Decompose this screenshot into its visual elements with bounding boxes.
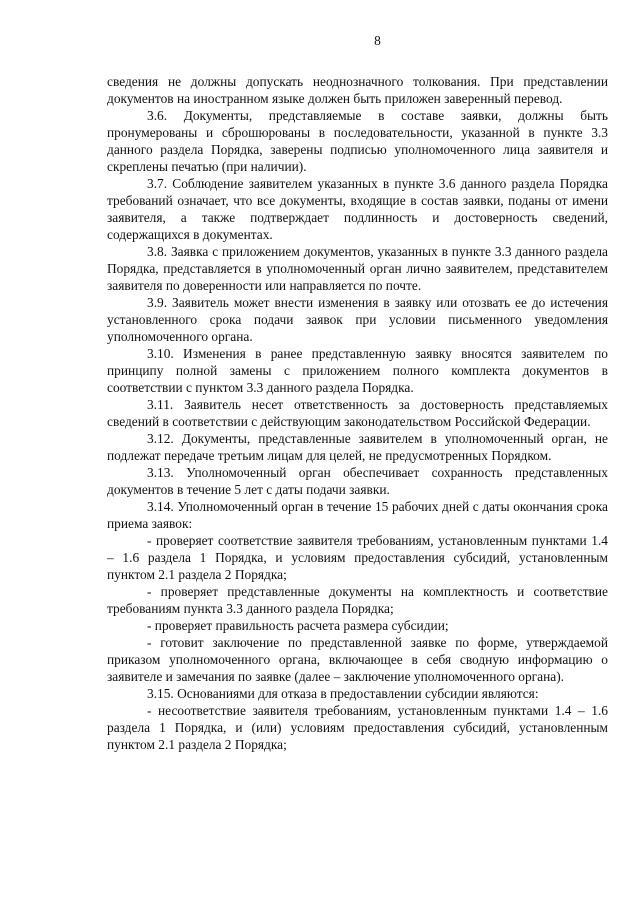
paragraph-3-12: 3.12. Документы, представленные заявителем в уполномоченный орган, не подлежат передаче третьим лицам для целей, не предусмотренных Порядком.: [107, 431, 608, 463]
paragraph-3-9: 3.9. Заявитель может внести изменения в заявку или отозвать ее до истечения установленного срока подачи заявок при условии письменного уведомления уполномоченного органа.: [107, 295, 608, 344]
list-item: - проверяет представленные документы на комплектность и соответствие требованиям пункта 3.3 данного раздела Порядка;: [107, 584, 608, 616]
paragraph-3-14: 3.14. Уполномоченный орган в течение 15 рабочих дней с даты окончания срока приема заявок:: [107, 499, 608, 531]
document-body: [107, 73, 608, 753]
paragraph-3-6: 3.6. Документы, представляемые в составе заявки, должны быть пронумерованы и сброшюрованы в последовательности, указанной в пункте 3.3 данного раздела Порядка, заверены подписью уполномоченного лица заявителя и скреплены печатью (при наличии).: [107, 108, 608, 174]
page-number: 8: [374, 33, 381, 48]
paragraph-3-13: 3.13. Уполномоченный орган обеспечивает сохранность представленных документов в течение 5 лет с даты подачи заявки.: [107, 465, 608, 497]
list-item: - несоответствие заявителя требованиям, установленным пунктами 1.4 – 1.6 раздела 1 Порядка, и (или) условиям предоставления субсидий, установленным пунктом 2.1 раздела 2 Порядка;: [107, 703, 608, 752]
paragraph-3-15: 3.15. Основаниями для отказа в предоставлении субсидии являются:: [147, 686, 539, 701]
paragraph-3-11: 3.11. Заявитель несет ответственность за достоверность представляемых сведений в соответствии с действующим законодательством Российской Федерации.: [107, 397, 608, 429]
list-item: - проверяет соответствие заявителя требованиям, установленным пунктами 1.4 – 1.6 раздела 1 Порядка, и условиям предоставления субсидий, установленным пунктом 2.1 раздела 2 Порядка;: [107, 533, 608, 582]
list-item: - проверяет правильность расчета размера субсидии;: [147, 618, 449, 633]
paragraph-3-10: 3.10. Изменения в ранее представленную заявку вносятся заявителем по принципу полной замены с приложением полного комплекта документов в соответствии с пунктом 3.3 данного раздела Порядка.: [107, 346, 608, 395]
paragraph-3-7: 3.7. Соблюдение заявителем указанных в пункте 3.6 данного раздела Порядка требований означает, что все документы, входящие в состав заявки, поданы от имени заявителя, а также подтверждает подлинность и достоверность сведений, содержащихся в документах.: [107, 176, 608, 242]
paragraph-continuation: сведения не должны допускать неоднозначного толкования. При представлении документов на иностранном языке должен быть приложен заверенный перевод.: [107, 74, 608, 106]
list-item: - готовит заключение по представленной заявке по форме, утверждаемой приказом уполномоченного органа, включающее в себя сводную информацию о заявителе и замечания по заявке (далее – заключение уполномоченного органа).: [107, 635, 608, 684]
paragraph-3-8: 3.8. Заявка с приложением документов, указанных в пункте 3.3 данного раздела Порядка, представляется в уполномоченный орган лично заявителем, представителем заявителя по доверенности или направляется по почте.: [107, 244, 608, 293]
